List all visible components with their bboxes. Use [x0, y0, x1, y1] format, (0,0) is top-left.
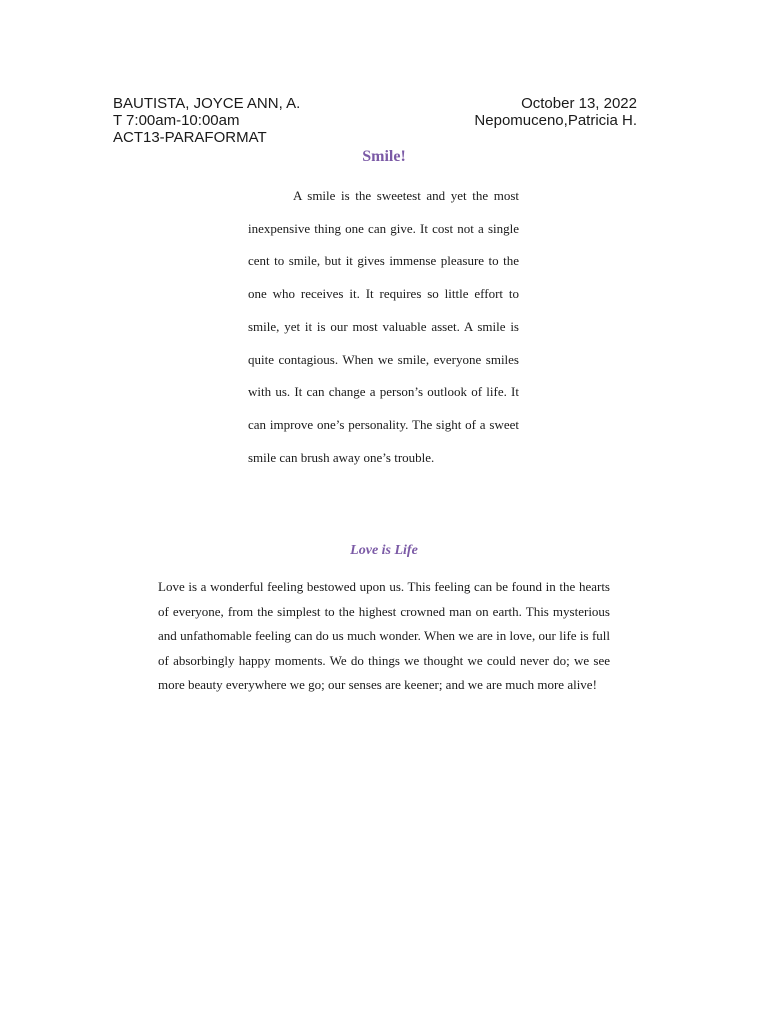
header-student-info [113, 95, 300, 146]
love-heading: Love is Life [350, 543, 418, 558]
student-name: BAUTISTA, JOYCE ANN, A. [113, 95, 301, 112]
instructor-name: Nepomuceno,Patricia H. [474, 112, 637, 129]
class-schedule: T 7:00am-10:00am [113, 112, 240, 129]
activity-code: ACT13-PARAFORMAT [113, 129, 267, 146]
smile-heading: Smile! [362, 148, 406, 165]
header-date-instructor [474, 95, 637, 129]
love-paragraph: Love is a wonderful feeling bestowed upon us. This feeling can be found in the hearts of everyone, from the simplest to the highest crowned man on earth. This mysterious and unfathomable feeling can do us much wonder. When we are in love, our life is full of absorbingly happy moments. We do things we thought we could never do; we see more beauty everywhere we go; our senses are keener; and we are much more alive! [158, 579, 610, 692]
smile-paragraph: A smile is the sweetest and yet the most inexpensive thing one can give. It cost not a single cent to smile, but it gives immense pleasure to the one who receives it. It requires so little effort to smile, yet it is our most valuable asset. A smile is quite contagious. When we smile, everyone smiles with us. It can change a person’s outlook of life. It can improve one’s personality. The sight of a sweet smile can brush away one’s trouble. [248, 188, 519, 465]
document-date: October 13, 2022 [521, 95, 637, 112]
